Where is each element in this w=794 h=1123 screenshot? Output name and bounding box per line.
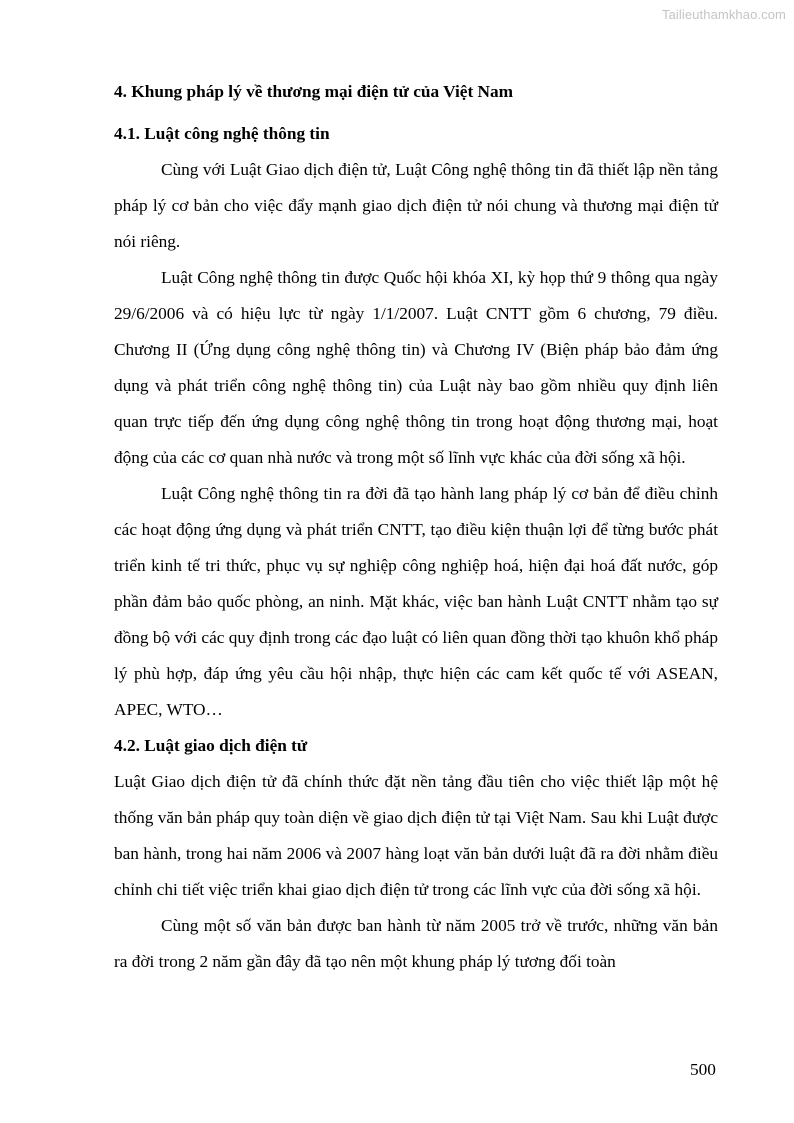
page-number: 500 [690, 1060, 716, 1079]
section-title: 4. Khung pháp lý về thương mại điện tử của Việt Nam [114, 82, 514, 101]
watermark-text: Tailieuthamkhao.com [661, 7, 786, 22]
paragraph-it-law-details: Luật Công nghệ thông tin được Quốc hội khóa XI, kỳ họp thứ 9 thông qua ngày 29/6/2006 và có hiệu lực từ ngày 1/1/2007. Luật CNTT gồm 6 chương, 79 điều. Chương II (Ứng dụng công nghệ thông tin) và Chương IV (Biện pháp bảo đảm ứng dụng và phát triển công nghệ thông tin) của Luật này bao gồm nhiều quy định liên quan trực tiếp đến ứng dụng công nghệ thông tin trong hoạt động thương mại, hoạt động của các cơ quan nhà nước và trong một số lĩnh vực khác của đời sống xã hội. [114, 268, 718, 467]
paragraph-it-law-impact: Luật Công nghệ thông tin ra đời đã tạo hành lang pháp lý cơ bản để điều chỉnh các hoạt động ứng dụng và phát triển CNTT, tạo điều kiện thuận lợi để từng bước phát triển kinh tế tri thức, phục vụ sự nghiệp công nghiệp hoá, hiện đại hoá đất nước, góp phần đảm bảo quốc phòng, an ninh. Mặt khác, việc ban hành Luật CNTT nhằm tạo sự đồng bộ với các quy định trong các đạo luật có liên quan đồng thời tạo khuôn khổ pháp lý phù hợp, đáp ứng yêu cầu hội nhập, thực hiện các cam kết quốc tế với ASEAN, APEC, WTO… [114, 484, 718, 719]
subsection-title-e-transaction-law: 4.2. Luật giao dịch điện tử [114, 736, 308, 755]
paragraph-e-transaction-framework: Cùng một số văn bản được ban hành từ năm 2005 trở về trước, những văn bản ra đời trong 2 năm gần đây đã tạo nên một khung pháp lý tương đối toàn [114, 916, 718, 971]
paragraph-it-law-intro: Cùng với Luật Giao dịch điện tử, Luật Công nghệ thông tin đã thiết lập nền tảng pháp lý cơ bản cho việc đẩy mạnh giao dịch điện tử nói chung và thương mại điện tử nói riêng. [114, 160, 718, 251]
paragraph-e-transaction-foundation: Luật Giao dịch điện tử đã chính thức đặt nền tảng đầu tiên cho việc thiết lập một hệ thống văn bản pháp quy toàn diện về giao dịch điện tử tại Việt Nam. Sau khi Luật được ban hành, trong hai năm 2006 và 2007 hàng loạt văn bản dưới luật đã ra đời nhằm điều chỉnh chi tiết việc triển khai giao dịch điện tử trong các lĩnh vực của đời sống xã hội. [114, 772, 718, 899]
subsection-title-it-law: 4.1. Luật công nghệ thông tin [114, 124, 330, 143]
document-body [114, 74, 718, 980]
